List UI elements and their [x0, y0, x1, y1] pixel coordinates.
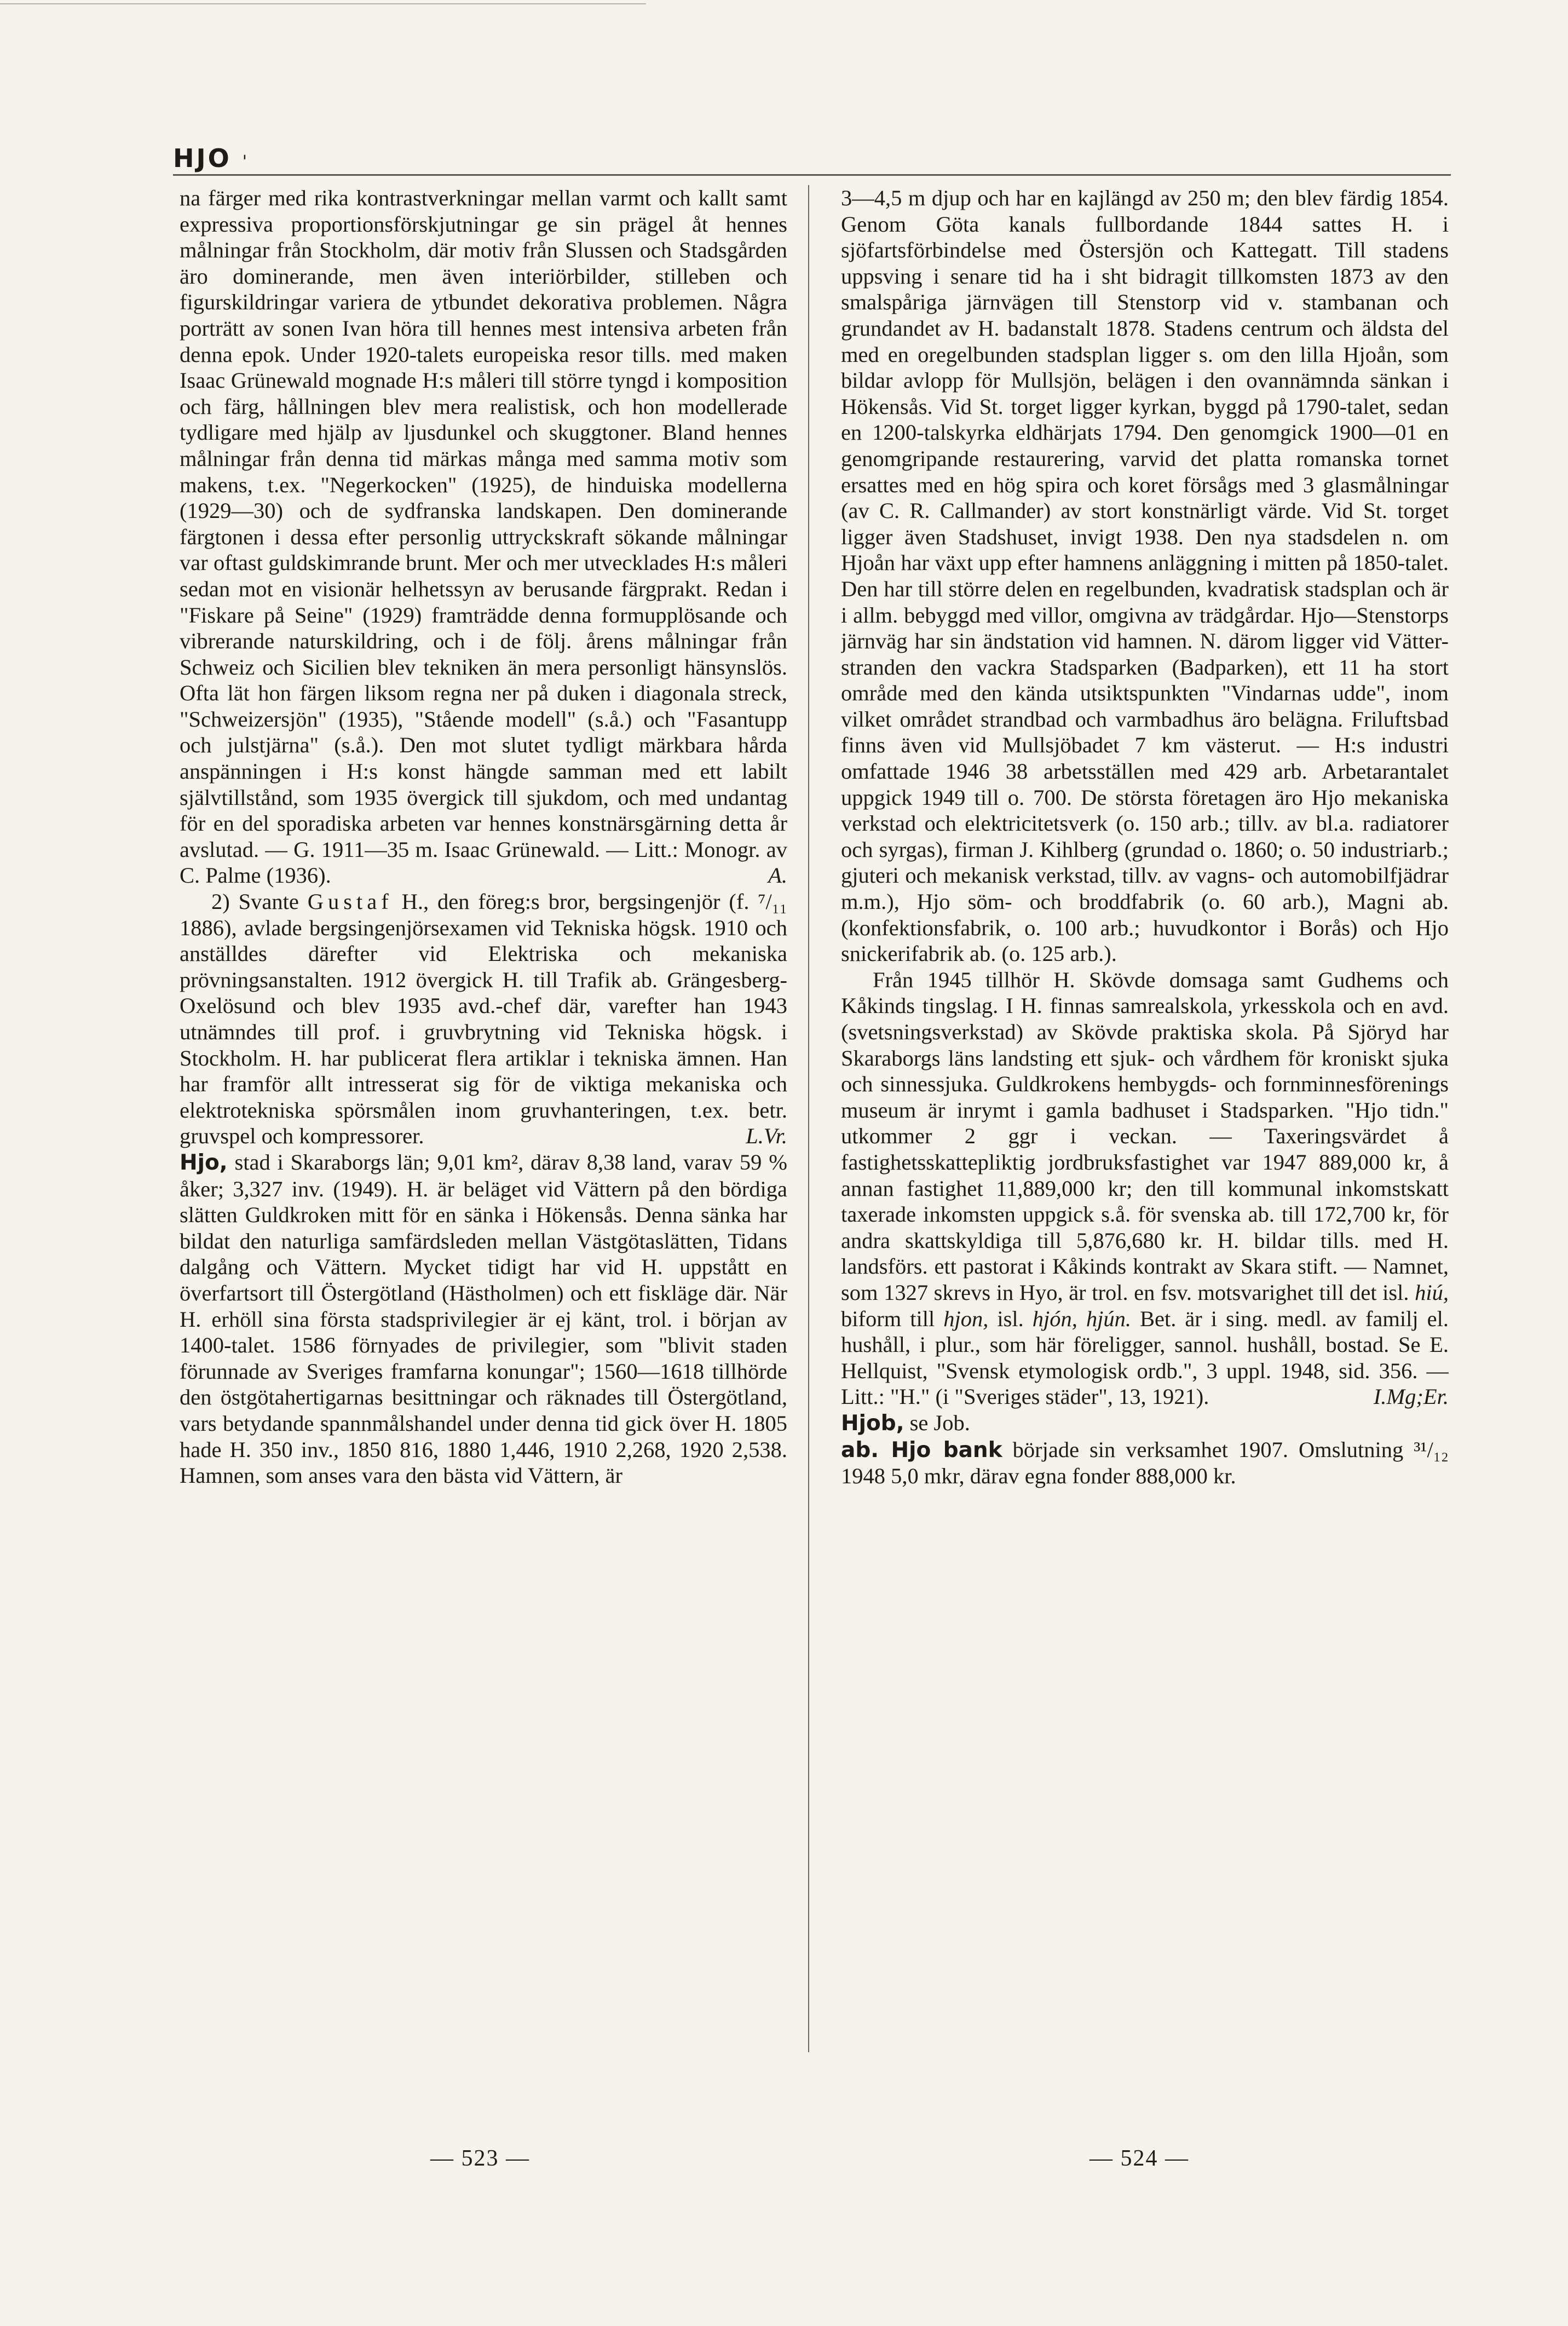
- paragraph: [841, 185, 1449, 967]
- paragraph: [180, 185, 787, 889]
- paragraph-text: Från 1945 tillhör H. Skövde domsaga samt Gudhems och Kåkinds tingslag. I H. finnas samrealskola, yrkesskola och en avd. (svetsningsverkstad) av Skövde praktiska skola. På Sjöryd har Skaraborgs läns landsting ett sjuk- och vårdhem för kroniskt sjuka och sinnessjuka. Guldkrokens hembygds- och fornminnesförenings museum är inrymt i gamla badhuset i Stadsparken. "Hjo tidn." utkommer 2 ggr i veckan. — Taxeringsvärdet å fastighetsskattepliktig jordbruksfastighet var 1947 889,000 kr, å annan fastighet 11,889,000 kr; den till kommunal inkomstskatt taxerade inkomsten uppgick s.å. för svenska ab. till 172,700 kr, för andra skattskyldiga till 5,876,680 kr. H. bildar tills. med H. landsförs. ett pastorat i Kåkinds kontrakt av Skara stift. — Namnet, som 1327 skrevs in Hyo, är trol. en fsv. motsvarighet till det isl.: [841, 967, 1449, 1305]
- page-number-left: — 523 —: [430, 2146, 530, 2171]
- paragraph-text: stad i Skaraborgs län; 9,01 km², därav 8,38 land, varav 59 % åker; 3,327 inv. (1949). H. är beläget vid Vättern på den bördiga slätten Guldkroken mitt för en sänka i Hökensås. Denna sänka har bildat den naturliga samfärdsleden mellan Västgötaslätten, Tidans dalgång och Vättern. Mycket tidigt har vid H. uppstått en överfartsort till Östergötland (Hästholmen) och ett fiskläge där. När H. erhöll sina första stadsprivilegier är ej känt, trol. i början av 1400-talet. 1586 förnyades de privilegier, som "blivit staden förunnade av Sveriges framfarna konungar"; 1560—1618 tillhörde den östgötahertigarnas besittningar och räknades till Östergötland, vars betydande spannmålshandel under denna tid gick över H. 1805 hade H. 350 inv., 1850 816, 1880 1,446, 1910 2,268, 1920 2,538. Hamnen, som anses vara den bästa vid Vättern, är: [180, 1149, 787, 1488]
- author-signature: L.Vr.: [746, 1124, 787, 1149]
- entry-number: 2) Svante: [211, 889, 308, 914]
- italic-word: hjón, hjún.: [1032, 1306, 1131, 1331]
- scan-edge-line: [0, 3, 646, 4]
- paragraph-text: isl.: [988, 1306, 1033, 1331]
- italic-word: hiú,: [1415, 1280, 1449, 1305]
- header-mark: ': [242, 152, 247, 171]
- paragraph-text: började sin verksamhet 1907. Omslutning ³¹/₁₂ 1948 5,0 mkr, därav egna fonder 888,000 kr.: [841, 1437, 1449, 1489]
- paragraph-text: se Job.: [904, 1410, 970, 1435]
- column-divider: [808, 185, 809, 2052]
- author-signature: I.Mg;Er.: [1373, 1384, 1449, 1409]
- running-header: [173, 143, 247, 173]
- paragraph-text: H., den föreg:s bror, bergsingenjör (f. ⁷/₁₁ 1886), avlade bergsingenjörsexamen vid Tekniska högsk. 1910 och anställdes därefter vid Elektriska och mekaniska prövningsanstalten. 1912 övergick H. till Trafik ab. Grängesberg-Oxelösund och blev 1935 avd.-chef där, varefter han 1943 utnämndes till prof. i gruvbrytning vid Tekniska högsk. i Stockholm. H. har publicerat flera artiklar i tekniska ämnen. Han har framför allt intresserat sig för de viktiga mekaniska och elektrotekniska spörsmålen inom gruvhanteringen, t.ex. betr. gruvspel och kompressorer.: [180, 889, 787, 1149]
- paragraph-text: biform till: [841, 1306, 944, 1331]
- header-rule: [173, 174, 1451, 176]
- paragraph: [841, 967, 1449, 1410]
- paragraph-text: Bet. är i sing. medl. av familj el. hushåll, i plur., som här föreligger, sannol. hushåll, bostad. Se E. Hellquist, "Svensk etymologisk ordb.", 3 uppl. 1948, sid. 356. — Litt.: "H." (i "Sveriges städer", 13, 1921).: [841, 1306, 1449, 1409]
- header-title: HJO: [173, 143, 232, 173]
- entry-headword: Hjo,: [180, 1150, 228, 1175]
- paragraph-text: na färger med rika kontrastverkningar mellan varmt och kallt samt expressiva proportionsförskjutningar ge sin prägel åt hennes målningar från Stockholm, där motiv från Slussen och Stadsgården äro dominerande, men även interiörbilder, stilleben och figurskildringar variera de ytbundet dekorativa problemen. Några porträtt av sonen Ivan höra till hennes mest intensiva arbeten från denna epok. Under 1920-talets europeiska resor tills. med maken Isaac Grünewald mognade H:s måleri till större tyngd i komposition och färg, hållningen blev mera realistisk, och hon modellerade tydligare med hjälp av ljusdunkel och skuggtoner. Bland hennes målningar från denna tid märkas många med samma motiv som makens, t.ex. "Negerkocken" (1925), de hinduiska modellerna (1929—30) och de sydfranska landskapen. Den dominerande färgtonen i dessa efter personlig uttryckskraft sökande målningar var oftast guldskimrande brunt. Mer och mer utvecklades H:s måleri sedan mot en visionär helhetssyn av berusande färgprakt. Redan i "Fiskare på Seine" (1929) framträdde denna formupplösande och vibrerande naturskildring, och i de följ. årens målningar från Schweiz och Sicilien blev tekniken än mera personligt hänsynslös. Ofta lät hon färgen liksom regna ner på duken i diagonala streck, "Schweizersjön" (1935), "Stående modell" (s.å.) och "Fasantupp och julstjärna" (s.å.). Den mot slutet tydligt märkbara hårda anspänningen i H:s konst hängde samman med ett labilt självtillstånd, som 1935 övergick till sjukdom, och med undantag för en del sporadiska arbeten var hennes konstnärsgärning detta år avslutad. — G. 1911—35 m. Isaac Grünewald. — Litt.: Monogr. av C. Palme (1936).: [180, 186, 787, 888]
- entry-headword: Hjob,: [841, 1410, 904, 1436]
- left-column: [180, 185, 787, 2112]
- paragraph: [841, 1437, 1449, 1489]
- page-number-right: — 524 —: [1089, 2146, 1189, 2171]
- paragraph: [841, 1410, 1449, 1437]
- italic-word: hjon,: [943, 1306, 989, 1331]
- right-column: [841, 185, 1449, 2112]
- entry-headword: ab. Hjo bank: [841, 1437, 1002, 1463]
- paragraph-text: 3—4,5 m djup och har en kajlängd av 250 m; den blev färdig 1854. Genom Göta kanals fullbordande 1844 sattes H. i sjöfartsförbindelse med Östersjön och Kattegatt. Till stadens uppsving i senare tid ha i sht bidragit tillkomsten 1873 av den smalspåriga järnvägen till Stenstorp vid v. stambanan och grundandet av H. badanstalt 1878. Stadens centrum och äldsta del med en oregelbunden stadsplan ligger s. om den lilla Hjoån, som bildar avlopp för Mullsjön, belägen i den ovannämnda sänkan i Hökensås. Vid St. torget ligger kyrkan, byggd på 1790-talet, sedan en 1200-talskyrka eldhärjats 1794. Den genomgick 1900—01 en genomgripande restaurering, varvid det platta romanska tornet ersattes med en hög spira och koret försågs med 3 glasmålningar (av C. R. Callmander) av stort konstnärligt värde. Vid St. torget ligger även Stadshuset, invigt 1938. Den nya stadsdelen n. om Hjoån har växt upp efter hamnens anläggning i mitten på 1850-talet. Den har till större delen en regelbunden, kvadratisk stadsplan och är i allm. bebyggd med villor, omgivna av trädgårdar. Hjo—Stenstorps järnväg har sin ändstation vid hamnen. N. därom ligger vid Vätter-stranden den vackra Stadsparken (Badparken), ett 11 ha stort område med den kända utsiktspunkten "Vindarnas udde", inom vilket området strandbad och varmbadhus äro belägna. Friluftsbad finns även vid Mullsjöbadet 7 km västerut. — H:s industri omfattade 1946 38 arbetsställen med 429 arb. Arbetarantalet uppgick 1949 till o. 700. De största företagen äro Hjo mekaniska verkstad och elektricitetsverk (o. 150 arb.; tillv. av bl.a. radiatorer och syrgas), firman J. Kihlberg (grundad o. 1860; o. 50 industriarb.; gjuteri och mekanisk verkstad, tillv. av vagns- och automobilfjädrar m.m.), Hjo söm- och broddfabrik (o. 60 arb.), Magni ab. (konfektionsfabrik, o. 100 arb.; huvudkontor i Borås) och Hjo snickerifabrik ab. (o. 125 arb.).: [841, 186, 1449, 966]
- author-signature: A.: [768, 863, 787, 888]
- paragraph: [180, 1149, 787, 1489]
- paragraph: [180, 889, 787, 1149]
- spaced-name: Gustaf: [307, 889, 393, 914]
